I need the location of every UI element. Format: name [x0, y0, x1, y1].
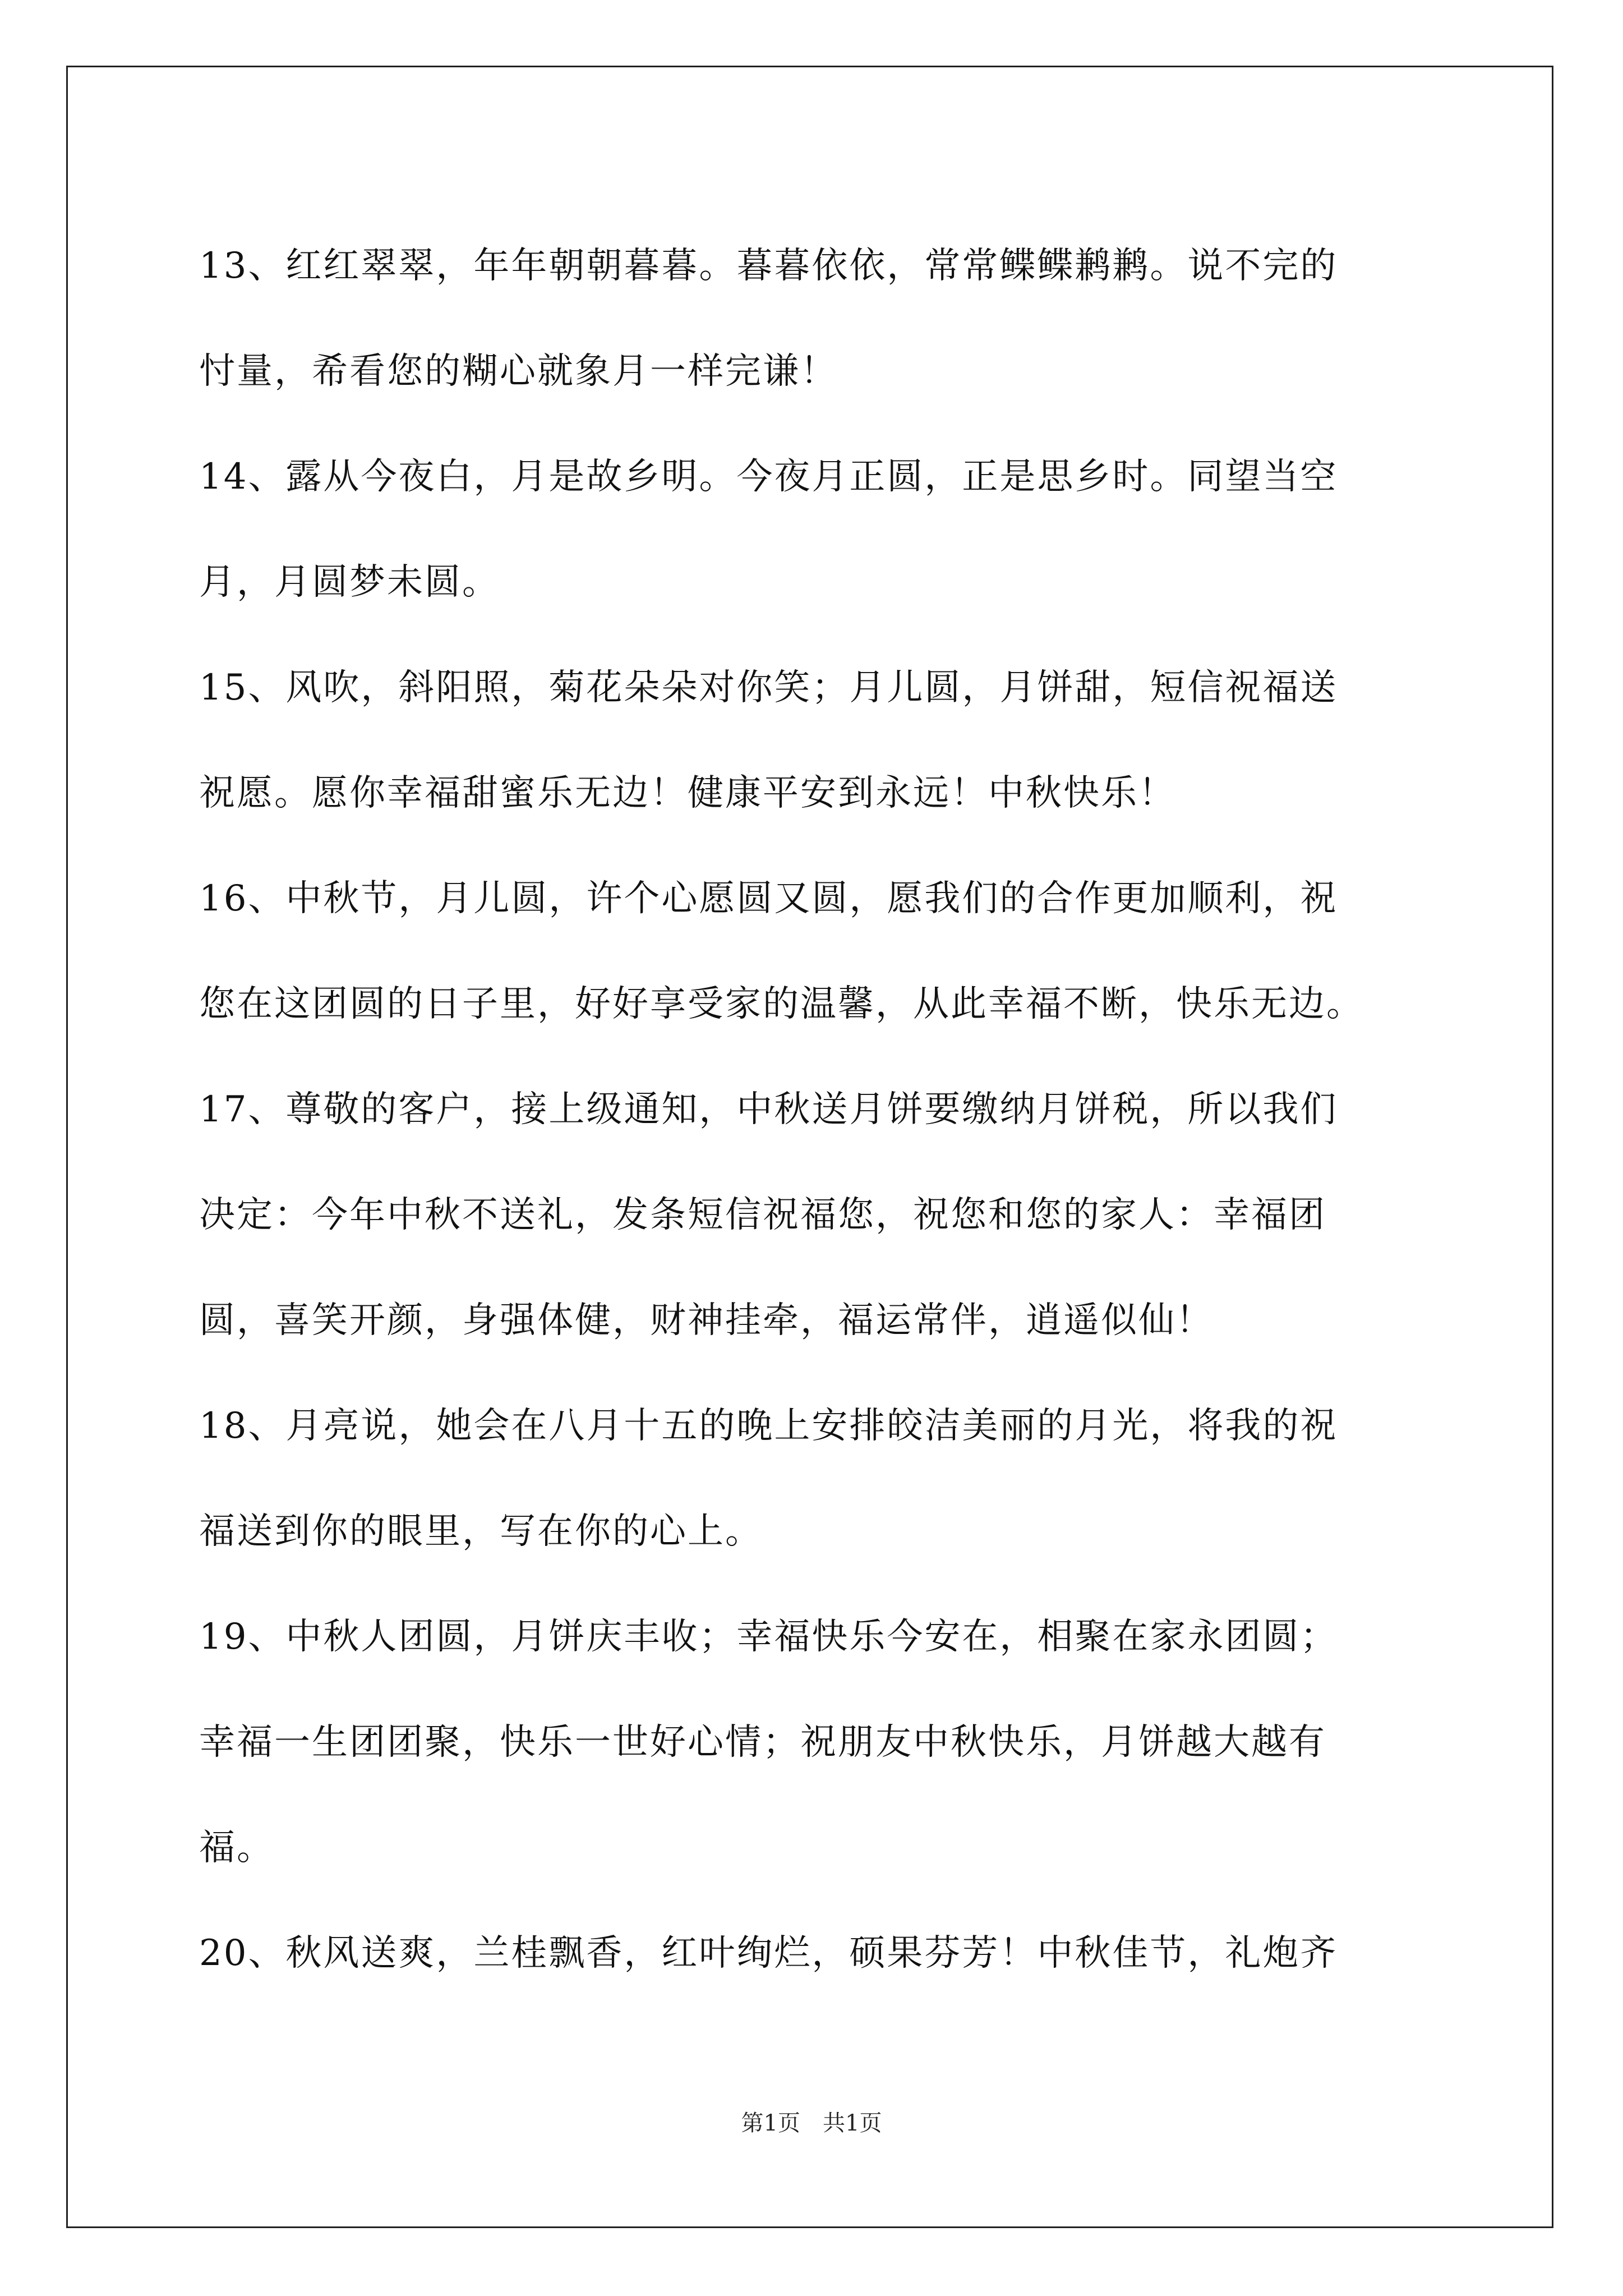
text-line: 16、中秋节，月儿圆，许个心愿圆又圆，愿我们的合作更加顺利，祝	[199, 878, 1338, 919]
text-line: 13、红红翠翠，年年朝朝暮暮。暮暮依依，常常鲽鲽鹣鹣。说不完的	[199, 245, 1338, 287]
text-line: 忖量，希看您的糊心就象月一样完谦！	[199, 351, 838, 392]
text-line: 福送到你的眼里，写在你的心上。	[199, 1511, 763, 1552]
text-line: 14、露从今夜白，月是故乡明。今夜月正圆，正是思乡时。同望当空	[199, 456, 1338, 498]
text-line: 17、尊敬的客户，接上级通知，中秋送月饼要缴纳月饼税，所以我们	[199, 1089, 1338, 1130]
text-line: 祝愿。愿你幸福甜蜜乐无边！健康平安到永远！中秋快乐！	[199, 772, 1176, 814]
text-line: 幸福一生团团聚，快乐一世好心情；祝朋友中秋快乐，月饼越大越有	[199, 1722, 1326, 1763]
text-line: 18、月亮说，她会在八月十五的晚上安排皎洁美丽的月光，将我的祝	[199, 1405, 1338, 1447]
text-line: 19、中秋人团圆，月饼庆丰收；幸福快乐今安在，相聚在家永团圆；	[199, 1616, 1338, 1658]
text-line: 福。	[199, 1827, 274, 1869]
document-body	[199, 213, 1450, 2006]
page-footer: 第1页 共1页	[741, 2110, 882, 2136]
text-line: 圆，喜笑开颜，身强体健，财神挂牵，福运常伴，逍遥似仙！	[199, 1300, 1214, 1341]
text-line: 您在这团圆的日子里，好好享受家的温馨，从此幸福不断，快乐无边。	[199, 983, 1364, 1025]
text-line: 决定：今年中秋不送礼，发条短信祝福您，祝您和您的家人：幸福团	[199, 1194, 1326, 1236]
text-line: 月，月圆梦未圆。	[199, 562, 500, 603]
text-line: 20、秋风送爽，兰桂飘香，红叶绚烂，硕果芬芳！中秋佳节，礼炮齐	[199, 1932, 1338, 1974]
text-line: 15、风吹，斜阳照，菊花朵朵对你笑；月儿圆，月饼甜，短信祝福送	[199, 667, 1338, 708]
